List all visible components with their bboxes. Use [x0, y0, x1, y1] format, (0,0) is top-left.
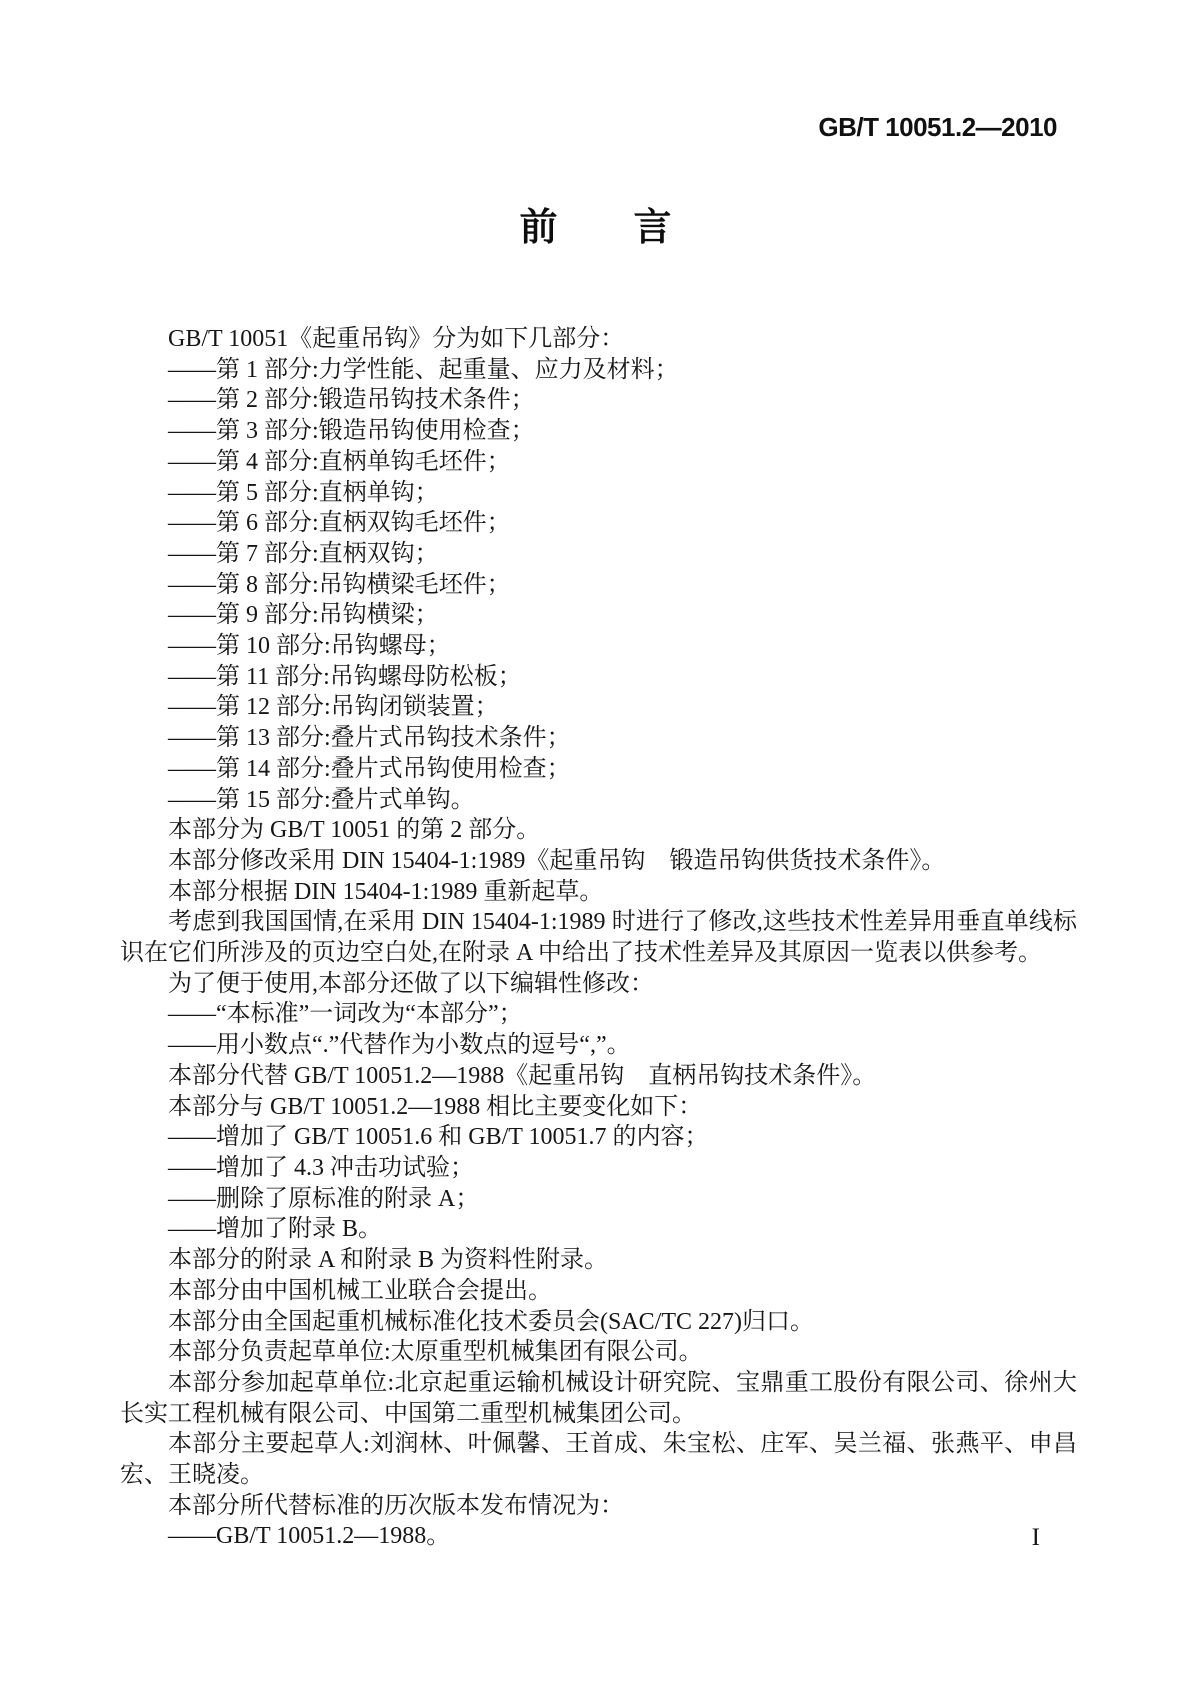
foreword-paragraph: 本部分与 GB/T 10051.2—1988 相比主要变化如下： [168, 1093, 703, 1120]
foreword-list-item: ——增加了附录 B。 [168, 1216, 383, 1243]
foreword-list-item: ——第 4 部分:直柄单钩毛坯件； [168, 448, 511, 475]
foreword-title: 前 言 [519, 207, 672, 249]
foreword-paragraph: 本部分由中国机械工业联合会提出。 [168, 1277, 552, 1304]
foreword-list-item: ——第 6 部分:直柄双钩毛坯件； [168, 510, 511, 537]
foreword-list-item: ——GB/T 10051.2—1988。 [168, 1523, 451, 1550]
foreword-list-item: ——增加了 4.3 冲击功试验； [168, 1154, 474, 1181]
foreword-paragraph: 考虑到我国国情,在采用 DIN 15404-1:1989 时进行了修改,这些技术性差异用垂直单线标识在它们所涉及的页边空白处,在附录 A 中给出了技术性差异及其原因一览表以供参考。 [120, 909, 1077, 967]
foreword-list-item: ——用小数点“.”代替作为小数点的逗号“,”。 [168, 1032, 631, 1059]
foreword-list-item: ——第 13 部分:叠片式吊钩技术条件； [168, 725, 571, 752]
foreword-paragraph: 本部分主要起草人:刘润林、叶佩馨、王首成、朱宝松、庄军、吴兰福、张燕平、申昌宏、王晓凌。 [120, 1431, 1077, 1489]
foreword-list-item: ——第 8 部分:吊钩横梁毛坯件； [168, 571, 511, 598]
foreword-paragraph: 为了便于使用,本部分还做了以下编辑性修改： [168, 970, 654, 997]
foreword-paragraph: GB/T 10051《起重吊钩》分为如下几部分： [168, 326, 625, 352]
foreword-list-item: ——第 12 部分:吊钩闭锁装置； [168, 694, 499, 721]
foreword-list-item: ——第 3 部分:锻造吊钩使用检查； [168, 418, 535, 445]
foreword-paragraph: 本部分的附录 A 和附录 B 为资料性附录。 [168, 1247, 609, 1274]
foreword-list-item: ——第 10 部分:吊钩螺母； [168, 633, 451, 660]
foreword-paragraph: 本部分修改采用 DIN 15404-1:1989《起重吊钩 锻造吊钩供货技术条件》。 [168, 847, 946, 874]
foreword-paragraph: 本部分参加起草单位:北京起重运输机械设计研究院、宝鼎重工股份有限公司、徐州大长实工程机械有限公司、中国第二重型机械集团公司。 [120, 1369, 1077, 1427]
foreword-paragraph: 本部分为 GB/T 10051 的第 2 部分。 [168, 817, 541, 844]
foreword-paragraph: 本部分负责起草单位:太原重型机械集团有限公司。 [168, 1339, 703, 1366]
foreword-body [120, 324, 1077, 1552]
foreword-paragraph: 本部分代替 GB/T 10051.2—1988《起重吊钩 直柄吊钩技术条件》。 [168, 1062, 877, 1089]
foreword-list-item: ——第 2 部分:锻造吊钩技术条件； [168, 387, 535, 414]
foreword-list-item: ——第 11 部分:吊钩螺母防松板； [168, 663, 522, 690]
page-number: I [1031, 1524, 1040, 1551]
foreword-list-item: ——第 14 部分:叠片式吊钩使用检查； [168, 755, 571, 782]
foreword-paragraph: 本部分由全国起重机械标准化技术委员会(SAC/TC 227)归口。 [168, 1308, 815, 1335]
foreword-paragraph: 本部分所代替标准的历次版本发布情况为： [168, 1492, 624, 1519]
foreword-list-item: ——第 7 部分:直柄双钩； [168, 540, 439, 567]
foreword-list-item: ——删除了原标准的附录 A； [168, 1185, 480, 1212]
foreword-paragraph: 本部分根据 DIN 15404-1:1989 重新起草。 [168, 878, 604, 905]
standard-number: GB/T 10051.2—2010 [818, 112, 1057, 142]
foreword-list-item: ——第 9 部分:吊钩横梁； [168, 602, 439, 629]
foreword-list-item: ——增加了 GB/T 10051.6 和 GB/T 10051.7 的内容； [168, 1124, 709, 1151]
foreword-list-item: ——第 15 部分:叠片式单钩。 [168, 786, 475, 813]
foreword-list-item: ——第 5 部分:直柄单钩； [168, 479, 439, 506]
foreword-list-item: ——第 1 部分:力学性能、起重量、应力及材料； [168, 356, 679, 383]
foreword-list-item: ——“本标准”一词改为“本部分”； [168, 1001, 523, 1028]
